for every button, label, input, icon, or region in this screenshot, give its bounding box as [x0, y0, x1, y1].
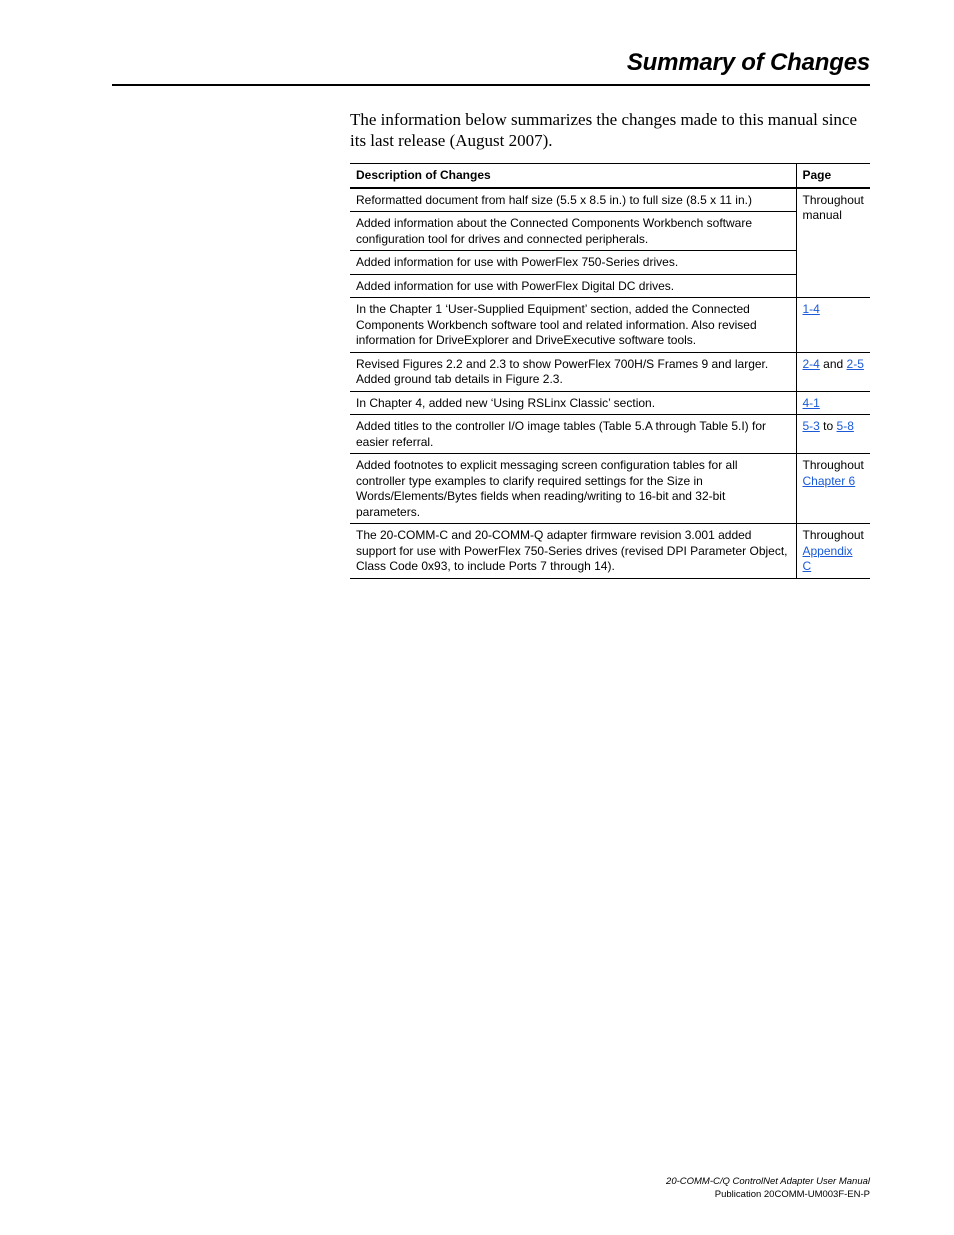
- summary-of-changes-table: [350, 163, 870, 579]
- change-description: In the Chapter 1 ‘User-Supplied Equipment’ section, added the Connected Components Workbench software tool and related information. Also revised information for DriveExplorer and DriveExecutive software tools.: [350, 298, 796, 353]
- page-reference: [796, 454, 870, 524]
- column-header-page: Page: [796, 164, 870, 188]
- page-title: Summary of Changes: [626, 49, 870, 76]
- page-link[interactable]: 1-4: [802, 302, 820, 316]
- page-reference: [796, 391, 870, 415]
- page-link[interactable]: 2-5: [846, 356, 864, 371]
- footer-manual-name: 20-COMM-C/Q ControlNet Adapter User Manual: [666, 1176, 870, 1187]
- change-description: Revised Figures 2.2 and 2.3 to show PowerFlex 700H/S Frames 9 and larger. Added ground tab details in Figure 2.3.: [350, 352, 796, 391]
- change-description: Added information about the Connected Components Workbench software configuration tool for drives and connected peripherals.: [350, 212, 796, 251]
- page-link[interactable]: 5-3: [802, 419, 820, 433]
- change-description: Added footnotes to explicit messaging screen configuration tables for all controller type examples to clarify required settings for the Size in Words/Elements/Bytes fields when reading/writing to 16-bit and 32-bit parameters.: [350, 454, 796, 524]
- page-footer: [666, 1175, 870, 1201]
- page-reference: [796, 415, 870, 454]
- page-link[interactable]: 2-4: [802, 356, 820, 371]
- intro-paragraph: The information below summarizes the changes made to this manual since its last release (August 2007).: [350, 110, 858, 150]
- page-link[interactable]: 4-1: [802, 395, 820, 410]
- table-row: [350, 352, 870, 391]
- change-description: In Chapter 4, added new ‘Using RSLinx Classic’ section.: [350, 391, 796, 415]
- page-reference: [796, 298, 870, 353]
- page-text: Throughout: [802, 458, 864, 472]
- page-text: and: [819, 356, 847, 371]
- table-row: [350, 391, 870, 415]
- footer-publication: Publication 20COMM-UM003F-EN-P: [714, 1189, 870, 1200]
- change-description: The 20-COMM-C and 20-COMM-Q adapter firmware revision 3.001 added support for use with PowerFlex 750-Series drives (revised DPI Parameter Object, Class Code 0x93, to include Ports 7 through 14).: [350, 524, 796, 579]
- column-header-description: Description of Changes: [350, 164, 796, 188]
- change-description: Reformatted document from half size (5.5 x 8.5 in.) to full size (8.5 x 11 in.): [350, 188, 796, 212]
- page-reference: [796, 524, 870, 579]
- page-reference: [796, 352, 870, 391]
- table-row: [350, 251, 870, 275]
- change-description: Added titles to the controller I/O image tables (Table 5.A through Table 5.I) for easier referral.: [350, 415, 796, 454]
- page-link[interactable]: 5-8: [836, 419, 854, 433]
- change-description: Added information for use with PowerFlex 750-Series drives.: [350, 251, 796, 275]
- title-rule: [112, 84, 870, 86]
- table-row: [350, 188, 870, 212]
- table-row: [350, 298, 870, 353]
- change-description: Added information for use with PowerFlex Digital DC drives.: [350, 274, 796, 298]
- page-text: Throughout manual: [802, 192, 864, 222]
- table-row: [350, 212, 870, 251]
- table-row: [350, 274, 870, 298]
- page-link[interactable]: Chapter 6: [802, 473, 856, 488]
- table-row: [350, 524, 870, 579]
- table-header-row: [350, 164, 870, 188]
- page-reference: [796, 188, 870, 298]
- page-text: Throughout: [802, 528, 864, 542]
- page-link[interactable]: Appendix C: [802, 543, 853, 573]
- page-text: to: [819, 419, 837, 433]
- table-row: [350, 454, 870, 524]
- table-row: [350, 415, 870, 454]
